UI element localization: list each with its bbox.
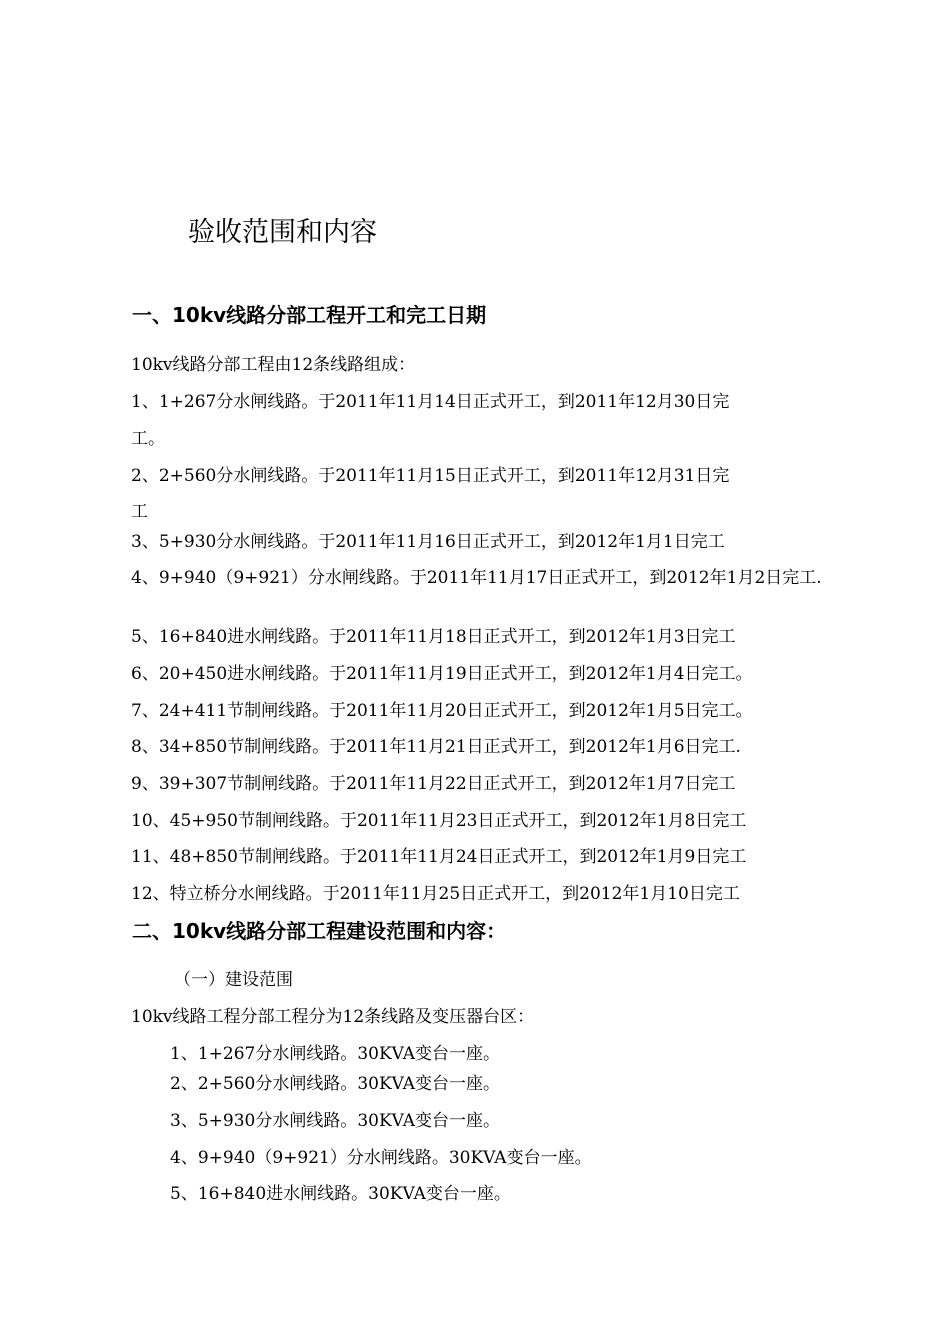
list-item: 9、39+307节制闸线路。于2011年11月22日正式开工，到2012年1月7日完工	[131, 774, 736, 794]
list-item: 8、34+850节制闸线路。于2011年11月21日正式开工，到2012年1月6日完工.	[131, 737, 741, 757]
document-title: 验收范围和内容	[188, 217, 377, 248]
list-item: 5、16+840进水闸线路。于2011年11月18日正式开工，到2012年1月3日完工	[131, 627, 736, 647]
list-item: 4、9+940（9+921）分水闸线路。于2011年11月17日正式开工，到2012年1月2日完工.	[131, 568, 822, 588]
list-item: 6、20+450进水闸线路。于2011年11月19日正式开工，到2012年1月4日完工。	[131, 664, 753, 684]
list-item: 3、5+930分水闸线路。30KVA变台一座。	[170, 1111, 501, 1131]
list-item: 11、48+850节制闸线路。于2011年11月24日正式开工，到2012年1月9日完工	[131, 847, 747, 867]
list-item-continuation: 工。	[131, 429, 165, 449]
list-item: 2、2+560分水闸线路。于2011年11月15日正式开工，到2011年12月31日完	[131, 466, 730, 486]
subsection-heading: （一）建设范围	[174, 970, 293, 990]
list-item-continuation: 工	[131, 502, 148, 522]
list-item: 12、特立桥分水闸线路。于2011年11月25日正式开工，到2012年1月10日完工	[131, 884, 740, 904]
section2-intro: 10kv线路工程分部工程分为12条线路及变压器台区：	[131, 1007, 535, 1027]
list-item: 7、24+411节制闸线路。于2011年11月20日正式开工，到2012年1月5日完工。	[131, 701, 753, 721]
list-item: 3、5+930分水闸线路。于2011年11月16日正式开工，到2012年1月1日完工	[131, 532, 725, 552]
section1-intro: 10kv线路分部工程由12条线路组成：	[131, 355, 416, 375]
list-item: 2、2+560分水闸线路。30KVA变台一座。	[170, 1074, 501, 1094]
section-heading-scope: 二、10kv线路分部工程建设范围和内容：	[132, 919, 507, 943]
list-item: 1、1+267分水闸线路。于2011年11月14日正式开工，到2011年12月30日完	[131, 392, 730, 412]
list-item: 5、16+840进水闸线路。30KVA变台一座。	[170, 1184, 511, 1204]
list-item: 1、1+267分水闸线路。30KVA变台一座。	[170, 1044, 501, 1064]
section-heading-completion-dates: 一、10kv线路分部工程开工和完工日期	[132, 303, 487, 327]
list-item: 10、45+950节制闸线路。于2011年11月23日正式开工，到2012年1月8日完工	[131, 811, 747, 831]
list-item: 4、9+940（9+921）分水闸线路。30KVA变台一座。	[170, 1148, 592, 1168]
